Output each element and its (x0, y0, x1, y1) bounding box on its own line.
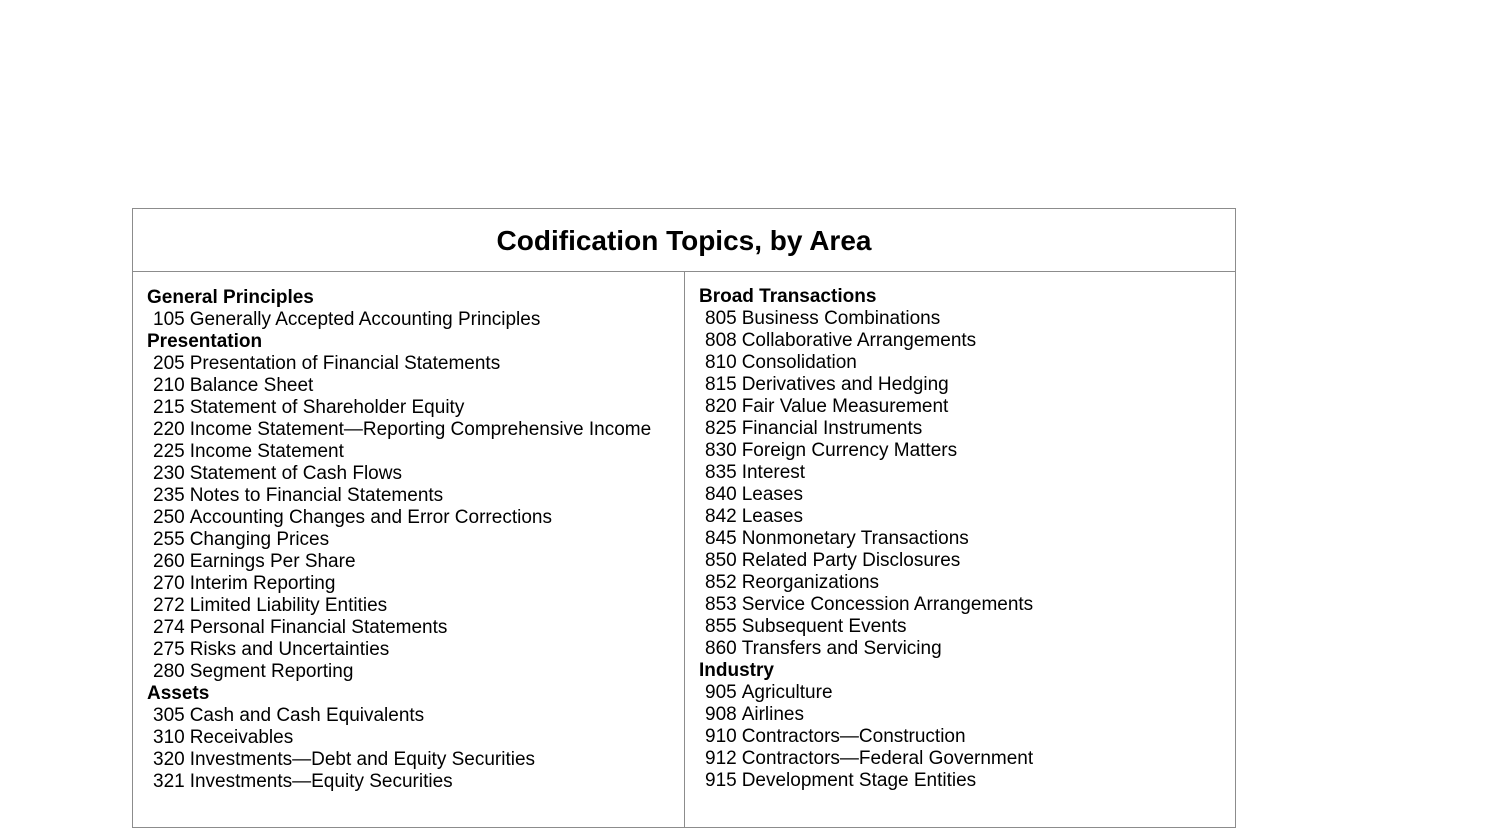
topic-name: Contractors—Construction (741, 726, 966, 747)
topic-item (133, 397, 684, 419)
topic-item (685, 748, 1235, 770)
topic-item (133, 617, 684, 639)
topic-code: 310 (153, 727, 185, 748)
topic-name: Agriculture (741, 682, 833, 703)
topic-item (685, 330, 1235, 352)
topic-code: 230 (153, 463, 185, 484)
topic-name: Personal Financial Statements (189, 617, 448, 638)
topic-item (133, 749, 684, 771)
topic-item (133, 375, 684, 397)
topic-name: Reorganizations (741, 572, 880, 593)
topic-item (133, 485, 684, 507)
topic-name: Leases (741, 506, 803, 527)
topic-code: 274 (153, 617, 185, 638)
topic-item (685, 396, 1235, 418)
topic-code: 220 (153, 419, 185, 440)
topic-name: Business Combinations (741, 308, 941, 329)
topic-name: Derivatives and Hedging (741, 374, 949, 395)
topic-name: Changing Prices (189, 529, 330, 550)
topic-code: 260 (153, 551, 185, 572)
topic-name: Interim Reporting (189, 573, 336, 594)
topic-name: Accounting Changes and Error Corrections (189, 507, 552, 528)
topic-name: Receivables (189, 727, 294, 748)
area-heading: General Principles (147, 287, 314, 308)
topic-code: 225 (153, 441, 185, 462)
topic-item (133, 595, 684, 617)
topic-code: 840 (705, 484, 737, 505)
topic-code: 825 (705, 418, 737, 439)
topic-code: 842 (705, 506, 737, 527)
topic-item (685, 440, 1235, 462)
topic-name: Consolidation (741, 352, 857, 373)
topic-code: 205 (153, 353, 185, 374)
topic-item (685, 418, 1235, 440)
topic-code: 855 (705, 616, 737, 637)
topic-name: Statement of Shareholder Equity (189, 397, 465, 418)
topic-item (685, 308, 1235, 330)
topic-code: 305 (153, 705, 185, 726)
topic-code: 908 (705, 704, 737, 725)
topic-name: Development Stage Entities (741, 770, 977, 791)
topic-name: Subsequent Events (741, 616, 907, 637)
topic-name: Collaborative Arrangements (741, 330, 977, 351)
topic-item (133, 661, 684, 683)
table-columns (133, 272, 1235, 828)
topic-item (685, 374, 1235, 396)
topic-item (685, 462, 1235, 484)
topic-code: 845 (705, 528, 737, 549)
table-title: Codification Topics, by Area (133, 209, 1235, 272)
topic-item (685, 484, 1235, 506)
topic-code: 853 (705, 594, 737, 615)
topic-name: Airlines (741, 704, 805, 725)
topic-name: Limited Liability Entities (189, 595, 388, 616)
topic-name: Income Statement (189, 441, 344, 462)
topic-name: Generally Accepted Accounting Principles (189, 309, 541, 330)
topic-name: Notes to Financial Statements (189, 485, 444, 506)
topic-code: 270 (153, 573, 185, 594)
topic-item (133, 771, 684, 793)
topic-code: 915 (705, 770, 737, 791)
area-heading: Assets (147, 683, 210, 704)
topic-code: 910 (705, 726, 737, 747)
topic-item (133, 727, 684, 749)
topic-name: Risks and Uncertainties (189, 639, 390, 660)
topic-code: 830 (705, 440, 737, 461)
area-heading: Broad Transactions (699, 286, 877, 307)
topic-item (133, 551, 684, 573)
topic-code: 215 (153, 397, 185, 418)
topic-code: 860 (705, 638, 737, 659)
topic-code: 850 (705, 550, 737, 571)
topic-code: 852 (705, 572, 737, 593)
topic-name: Cash and Cash Equivalents (189, 705, 425, 726)
topic-name: Investments—Equity Securities (189, 771, 453, 792)
topic-item (685, 352, 1235, 374)
topic-name: Financial Instruments (741, 418, 923, 439)
topic-item (133, 705, 684, 727)
topic-item (685, 550, 1235, 572)
topic-name: Leases (741, 484, 803, 505)
topic-code: 912 (705, 748, 737, 769)
topic-item (685, 528, 1235, 550)
topic-code: 255 (153, 529, 185, 550)
topic-code: 321 (153, 771, 185, 792)
topic-item (133, 353, 684, 375)
topic-item (685, 726, 1235, 748)
topic-code: 835 (705, 462, 737, 483)
topic-item (685, 704, 1235, 726)
topic-code: 275 (153, 639, 185, 660)
topic-item (685, 594, 1235, 616)
topic-code: 272 (153, 595, 185, 616)
topic-code: 805 (705, 308, 737, 329)
topic-code: 905 (705, 682, 737, 703)
topic-name: Income Statement—Reporting Comprehensive Income (189, 419, 652, 440)
topic-item (685, 616, 1235, 638)
topic-code: 235 (153, 485, 185, 506)
topic-item (133, 309, 684, 331)
topic-name: Foreign Currency Matters (741, 440, 958, 461)
left-column (133, 272, 685, 828)
topic-item (133, 639, 684, 661)
topic-item (685, 638, 1235, 660)
topic-item (685, 682, 1235, 704)
codification-topics-table (132, 208, 1236, 828)
topic-name: Segment Reporting (189, 661, 354, 682)
topic-name: Nonmonetary Transactions (741, 528, 969, 549)
area-heading: Presentation (147, 331, 263, 352)
area-heading: Industry (699, 660, 774, 681)
right-column (685, 272, 1235, 828)
topic-name: Balance Sheet (189, 375, 314, 396)
topic-code: 820 (705, 396, 737, 417)
topic-name: Earnings Per Share (189, 551, 356, 572)
topic-item (685, 572, 1235, 594)
topic-item (133, 463, 684, 485)
topic-name: Statement of Cash Flows (189, 463, 402, 484)
topic-item (685, 506, 1235, 528)
topic-item (133, 507, 684, 529)
topic-name: Contractors—Federal Government (741, 748, 1034, 769)
topic-name: Transfers and Servicing (741, 638, 942, 659)
topic-item (133, 529, 684, 551)
topic-code: 250 (153, 507, 185, 528)
topic-item (685, 770, 1235, 792)
topic-item (133, 419, 684, 441)
topic-code: 808 (705, 330, 737, 351)
topic-name: Investments—Debt and Equity Securities (189, 749, 536, 770)
topic-code: 810 (705, 352, 737, 373)
topic-item (133, 441, 684, 463)
topic-code: 280 (153, 661, 185, 682)
topic-name: Interest (741, 462, 806, 483)
topic-name: Related Party Disclosures (741, 550, 961, 571)
topic-name: Fair Value Measurement (741, 396, 949, 417)
topic-code: 105 (153, 309, 185, 330)
topic-item (133, 573, 684, 595)
topic-code: 320 (153, 749, 185, 770)
topic-code: 815 (705, 374, 737, 395)
topic-code: 210 (153, 375, 185, 396)
topic-name: Service Concession Arrangements (741, 594, 1034, 615)
topic-name: Presentation of Financial Statements (189, 353, 501, 374)
